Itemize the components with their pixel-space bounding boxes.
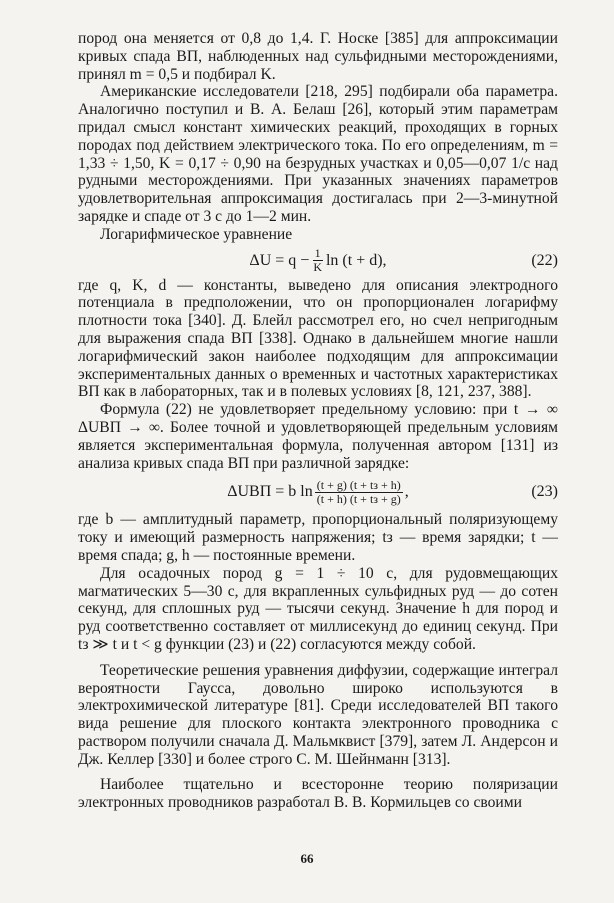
equation-23-lhs: ΔUВП = b ln	[227, 483, 313, 501]
equation-22-number: (22)	[531, 251, 558, 269]
paragraph-8: Теоретические решения уравнения диффузии, содержащие интеграл вероятности Гаусса, довольно широко используются в электрохимической литературе [81]. Среди исследователей ВП такого вида решение для плоского контакта электронного проводника с раствором получили сначала Д. Мальмквист [379], затем Л. Андерсон и Дж. Келлер [330] и более строго С. М. Шейнманн [313].	[78, 661, 558, 768]
equation-22-denominator: K	[313, 260, 322, 275]
equation-23-numerator: (t + g) (t + tз + h)	[316, 477, 401, 492]
paragraph-gap	[78, 768, 558, 776]
paragraph-6: где b — амплитудный параметр, пропорциональный поляризующему току и имеющий размерность напряжения; tз — время зарядки; t — время спада; g, h — постоянные времени.	[78, 511, 558, 564]
equation-22-rhs: ln (t + d),	[325, 251, 387, 269]
equation-22	[78, 246, 558, 276]
equation-22-numerator: 1	[314, 246, 321, 261]
equation-23-fraction	[315, 479, 403, 506]
equation-23-number: (23)	[531, 483, 558, 501]
paragraph-7: Для осадочных пород g = 1 ÷ 10 с, для рудовмещающих магматических 5—30 с, для вкрапленных сульфидных руд — до сотен секунд, для сплошных руд — тысячи секунд. Значение h для пород и руд соответственно составляет от миллисекунд до единиц секунд. При tз ≫ t и t < g функции (23) и (22) согласуются между собой.	[78, 564, 558, 653]
equation-23	[78, 474, 558, 510]
paragraph-4: где q, K, d — константы, выведено для описания электродного потенциала в предположении, что он пропорционален логарифму плотности тока [340]. Д. Блейл рассмотрел его, но счел непригодным для выражения спада ВП [338]. Однако в дальнейшем многие нашли логарифмический закон наиболее подходящим для аппроксимации экспериментальных данных о временных и частотных характеристиках ВП как в лабораторных, так и в полевых условиях [8, 121, 237, 388].	[78, 276, 558, 401]
equation-23-rhs: ,	[404, 483, 409, 501]
paragraph-5: Формула (22) не удовлетворяет предельному условию: при t → ∞ ΔUВП → ∞. Более точной и удовлетворяющей предельным условиям является экспериментальная формула, полученная автором [131] из анализа кривых спада ВП при различной зарядке:	[78, 401, 558, 472]
paragraph-9: Наиболее тщательно и всесторонне теорию поляризации электронных проводников разработал В. В. Кормильцев со своими	[78, 776, 558, 812]
paragraph-2: Американские исследователи [218, 295] подбирали оба параметра. Аналогично поступил и В. А. Белаш [26], который этим параметрам придал смысл констант химических реакций, проходящих в горных породах под действием электрического тока. По его определениям, m = 1,33 ÷ 1,50, K = 0,17 ÷ 0,90 на безрудных участках и 0,05—0,07 1/с над рудными месторождениями. При указанных значениях параметров удовлетворительная аппроксимация достигалась при 2—3-минутной зарядке и спаде от 3 с до 1—2 мин.	[78, 83, 558, 225]
paragraph-3: Логарифмическое уравнение	[100, 225, 293, 243]
paragraph-1: пород она меняется от 0,8 до 1,4. Г. Носке [385] для аппроксимации кривых спада ВП, наблюденных над сульфидными месторождениями, принял m = 0,5 и подбирал K.	[78, 30, 558, 83]
equation-22-fraction	[311, 247, 324, 274]
page-number: 66	[300, 851, 314, 866]
equation-23-denominator: (t + h) (t + tз + g)	[316, 491, 401, 506]
paragraph-gap	[78, 654, 558, 662]
equation-22-lhs: ΔU = q −	[249, 251, 310, 269]
